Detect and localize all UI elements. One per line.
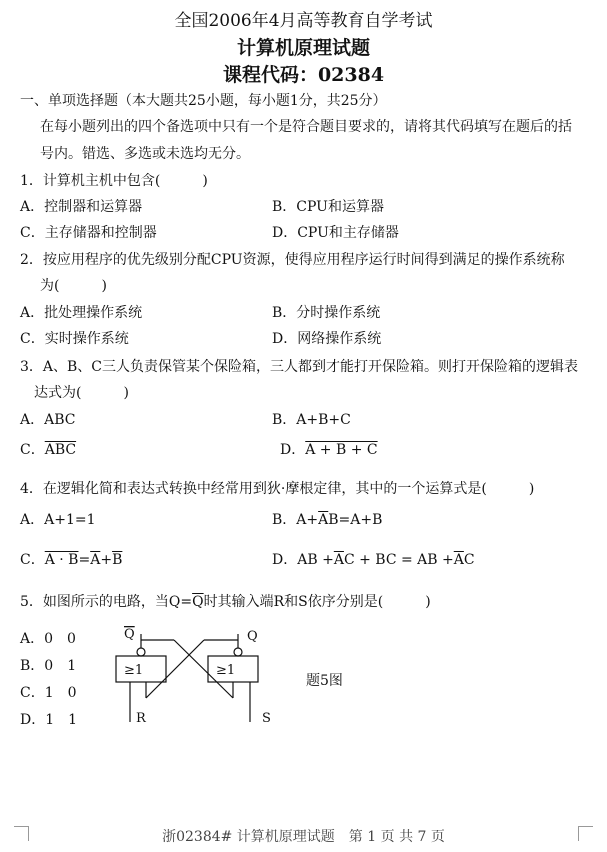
- option-label: D．AB +: [272, 552, 334, 568]
- question-4-stem: 4．在逻辑化简和表达式转换中经常用到狄·摩根定律，其中的一个运算式是( ): [20, 481, 535, 497]
- question-4-option-c: [20, 549, 122, 569]
- question-1-option-b: B．CPU和运算器: [272, 199, 384, 215]
- question-2-option-a: A．批处理操作系统: [20, 305, 143, 321]
- stem-part: 5．如图所示的电路，当Q=: [20, 594, 193, 610]
- question-5-option-c: C．1 0: [20, 685, 77, 701]
- label-qbar: Q: [124, 627, 135, 642]
- overlined-var: $\overline{A}$: [453, 552, 464, 568]
- overlined-expression: A + B + C: [305, 442, 378, 458]
- gate-left-label: ≥1: [124, 663, 144, 678]
- expression-mid: C + BC = AB +: [343, 552, 454, 568]
- section-instructions-2: 号内。错选、多选或未选均无分。: [40, 146, 250, 162]
- inverter-bubble-right: [234, 648, 242, 656]
- label-s: S: [262, 711, 271, 726]
- overlined-expression: $\overline{ABC}$: [44, 442, 77, 458]
- expression-rest: B=A+B: [328, 512, 383, 528]
- question-5-option-b: B．0 1: [20, 658, 77, 674]
- page-footer: 浙02384# 计算机原理试题 第 1 页 共 7 页: [162, 829, 445, 845]
- inverter-bubble-left: [137, 648, 145, 656]
- plus-sign: +: [100, 552, 113, 568]
- expression-end: C: [463, 552, 475, 568]
- label-r: R: [136, 711, 146, 726]
- question-2-stem-2: 为( ): [40, 278, 107, 294]
- equals-sign: =: [78, 552, 91, 568]
- question-3-stem-1: 3．A、B、C三人负责保管某个保险箱，三人都到才能打开保险箱。则打开保险箱的逻辑表: [20, 359, 579, 375]
- question-2-option-b: B．分时操作系统: [272, 305, 381, 321]
- rs-flipflop-diagram: [100, 620, 300, 730]
- question-1-option-d: D．CPU和主存储器: [272, 225, 399, 241]
- question-5-stem: [20, 591, 431, 611]
- question-2-option-d: D．网络操作系统: [272, 331, 382, 347]
- question-4-option-a: A．A+1=1: [20, 512, 96, 528]
- question-2-option-c: C．实时操作系统: [20, 331, 129, 347]
- exam-header: 全国2006年4月高等教育自学考试: [174, 11, 433, 31]
- label-q: Q: [247, 629, 258, 644]
- question-3-option-d: [280, 439, 378, 459]
- section-instructions-1: 在每小题列出的四个备选项中只有一个是符合题目要求的，请将其代码填写在题后的括: [40, 119, 572, 135]
- section-title: 一、单项选择题（本大题共25小题，每小题1分，共25分）: [20, 93, 387, 109]
- question-5-option-a: A．0 0: [20, 631, 76, 647]
- figure-caption: 题5图: [306, 673, 343, 689]
- gate-right-label: ≥1: [216, 663, 236, 678]
- question-3-option-a: A．ABC: [20, 412, 76, 428]
- overlined-var: $\overline{B}$: [112, 552, 123, 568]
- overlined-product: A · B: [44, 552, 79, 568]
- exam-title: 计算机原理试题: [236, 37, 370, 59]
- overlined-var: $\overline{A}$: [318, 512, 329, 528]
- stem-part: 时其输入端R和S依序分别是( ): [203, 594, 431, 610]
- question-4-option-b: [272, 509, 382, 529]
- question-2-stem-1: 2．按应用程序的优先级别分配CPU资源，使得应用程序运行时间得到满足的操作系统称: [20, 252, 565, 268]
- question-4-option-d: [272, 549, 475, 569]
- overlined-var: $\overline{Q}$: [192, 594, 204, 610]
- question-1-option-c: C．主存储器和控制器: [20, 225, 157, 241]
- overlined-var: $\overline{A}$: [90, 552, 101, 568]
- question-3-option-b: B．A+B+C: [272, 412, 351, 428]
- option-label: D．: [280, 442, 306, 458]
- course-code: 课程代码：02384: [222, 64, 385, 86]
- option-label: C．: [20, 442, 45, 458]
- question-5-option-d: D．1 1: [20, 712, 78, 728]
- question-3-option-c: [20, 439, 76, 459]
- feedback-cross-2: [146, 640, 204, 698]
- question-1-option-a: A．控制器和运算器: [20, 199, 143, 215]
- question-1-stem: 1．计算机主机中包含( ): [20, 173, 208, 189]
- option-label: B．A+: [272, 512, 319, 528]
- question-3-stem-2: 达式为( ): [34, 385, 129, 401]
- overlined-var: $\overline{A}$: [333, 552, 344, 568]
- option-label: C．: [20, 552, 45, 568]
